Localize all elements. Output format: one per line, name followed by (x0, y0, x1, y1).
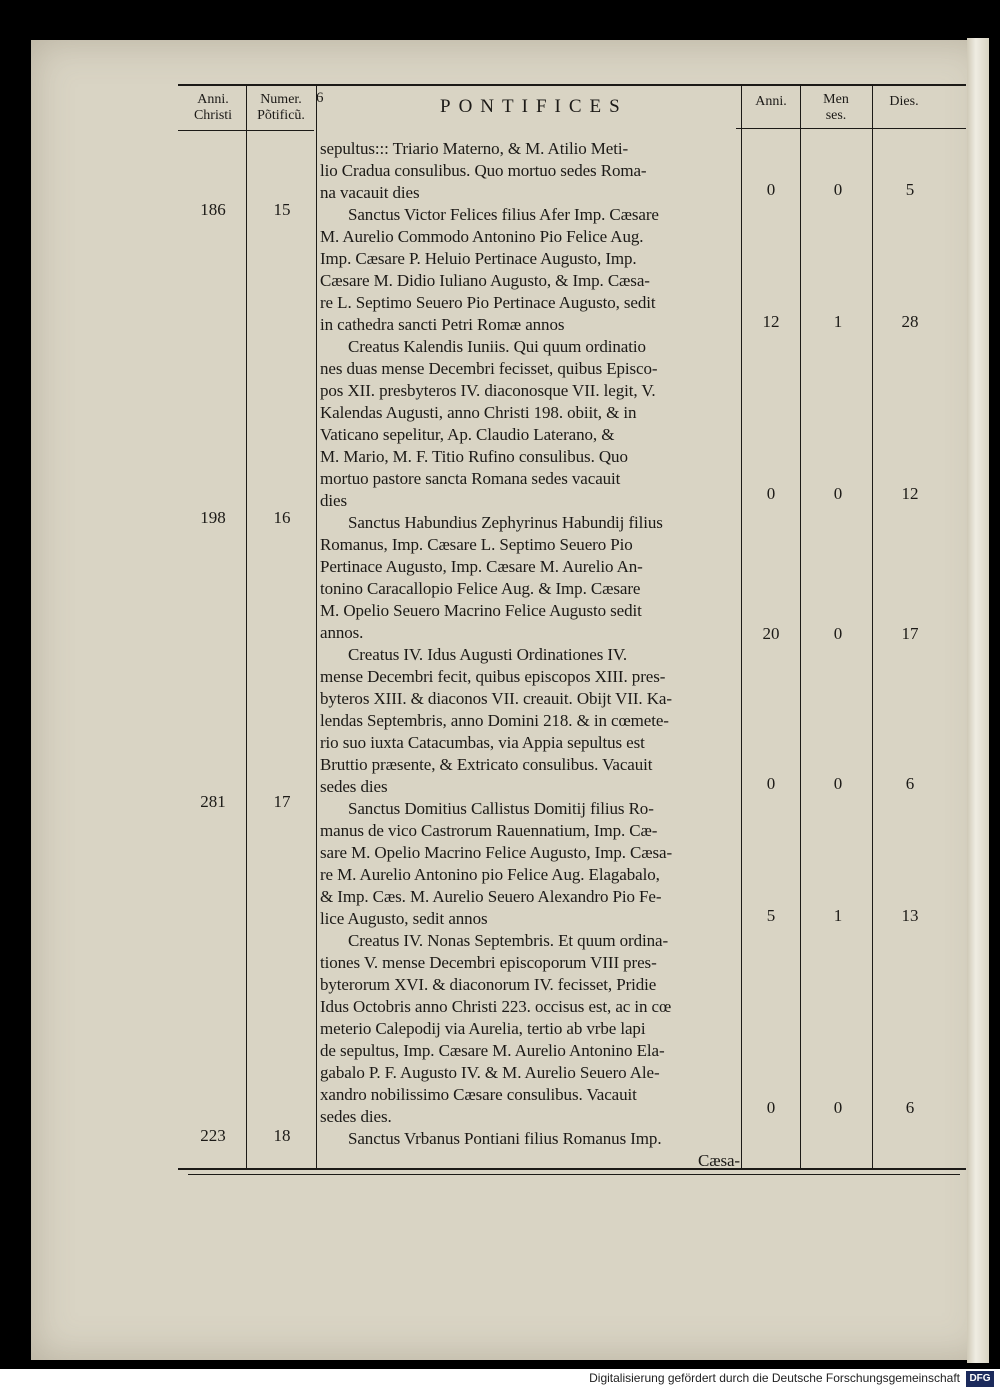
text-line: mense Decembri fecit, quibus episcopos XIII. pres- (320, 667, 666, 686)
header-numer-pontificum (248, 92, 314, 124)
text-line: Sanctus Habundius Zephyrinus Habundij filius (348, 513, 663, 532)
anno-christi-value: 186 (200, 200, 226, 219)
bottom-rule-thin (188, 1174, 960, 1175)
anni-value: 0 (766, 1098, 776, 1117)
dies-value: 28 (901, 312, 919, 331)
text-line: re M. Aurelio Antonino pio Felice Aug. Elagabalo, (320, 865, 660, 884)
text-line: na vacauit dies (320, 183, 420, 202)
text-line: pos XII. presbyteros IV. diaconosque VII. legit, V. (320, 381, 656, 400)
header-numer-line1: Numer. (260, 92, 302, 107)
page-title: PONTIFICES (440, 96, 628, 117)
header-anni-christi-line1: Anni. (197, 92, 229, 107)
header-anni: Anni. (755, 94, 787, 109)
footer-bar (0, 1369, 1000, 1391)
text-line: Creatus IV. Idus Augusti Ordinationes IV. (348, 645, 628, 664)
dies-value: 6 (905, 774, 915, 793)
text-line: Cæsa- (697, 1151, 740, 1170)
menses-value: 1 (833, 906, 843, 925)
text-line: lio Cradua consulibus. Quo mortuo sedes Roma- (320, 161, 647, 180)
anno-christi-value: 281 (200, 792, 226, 811)
dies-value: 13 (901, 906, 919, 925)
header-menses-line1: Men (823, 92, 849, 107)
header-menses (801, 92, 871, 124)
anni-value: 20 (762, 624, 780, 643)
menses-value: 0 (833, 1098, 843, 1117)
menses-value: 1 (833, 312, 843, 331)
pontifex-number-value: 18 (273, 1126, 291, 1145)
text-line: lice Augusto, sedit annos (320, 909, 488, 928)
header-anni-christi (182, 92, 244, 124)
anno-christi-value: 198 (200, 508, 226, 527)
header-dies: Dies. (889, 94, 919, 109)
text-line: mortuo pastore sancta Romana sedes vacauit (320, 469, 621, 488)
text-line: tiones V. mense Decembri episcoporum VIII pres- (320, 953, 657, 972)
text-line: Idus Octobris anno Christi 223. occisus est, ac in cœ (320, 997, 672, 1016)
text-line: Vaticano sepelitur, Ap. Claudio Laterano, & (320, 425, 615, 444)
dfg-logo: DFG (966, 1371, 994, 1387)
text-line: Romanus, Imp. Cæsare L. Septimo Seuero Pio (320, 535, 633, 554)
anno-christi-value: 223 (200, 1126, 226, 1145)
menses-value: 0 (833, 180, 843, 199)
text-line: manus de vico Castrorum Rauennatium, Imp. Cæ- (320, 821, 658, 840)
menses-value: 0 (833, 484, 843, 503)
text-line: Imp. Cæsare P. Heluio Pertinace Augusto, Imp. (320, 249, 637, 268)
page-binding-edge (967, 38, 989, 1363)
text-line: gabalo P. F. Augusto IV. & M. Aurelio Seuero Ale- (320, 1063, 660, 1082)
header-underline-right (736, 128, 966, 129)
dies-value: 12 (901, 484, 919, 503)
text-column (320, 0, 740, 1170)
text-line: Sanctus Domitius Callistus Domitij filius Ro- (348, 799, 654, 818)
text-line: & Imp. Cæs. M. Aurelio Seuero Alexandro Pio Fe- (320, 887, 662, 906)
footer-credit: Digitalisierung gefördert durch die Deutsche Forschungsgemeinschaft (589, 1371, 960, 1385)
text-line: Sanctus Vrbanus Pontiani filius Romanus Imp. (348, 1129, 662, 1148)
text-line: re L. Septimo Seuero Pio Pertinace Augusto, sedit (320, 293, 656, 312)
text-line: M. Opelio Seuero Macrino Felice Augusto sedit (320, 601, 642, 620)
text-line: M. Aurelio Commodo Antonino Pio Felice Aug. (320, 227, 644, 246)
text-line: rio suo iuxta Catacumbas, via Appia sepultus est (320, 733, 645, 752)
text-line: byterorum XVI. & diaconorum IV. fecisset, Pridie (320, 975, 657, 994)
text-line: Pertinace Augusto, Imp. Cæsare M. Aurelio An- (320, 557, 643, 576)
anni-value: 0 (766, 484, 776, 503)
dies-value: 6 (905, 1098, 915, 1117)
menses-value: 0 (833, 774, 843, 793)
dies-value: 5 (905, 180, 915, 199)
text-line: Sanctus Victor Felices filius Afer Imp. Cæsare (348, 205, 659, 224)
menses-value: 0 (833, 624, 843, 643)
text-line: Bruttio præsente, & Extricato consulibus. Vacauit (320, 755, 653, 774)
text-line: meterio Calepodij via Aurelia, tertio ab vrbe lapi (320, 1019, 646, 1038)
anni-value: 12 (762, 312, 780, 331)
text-line: sare M. Opelio Macrino Felice Augusto, Imp. Cæsa- (320, 843, 673, 862)
text-line: sepultus::: Triario Materno, & M. Atilio Meti- (320, 139, 629, 158)
text-line: sedes dies (320, 777, 388, 796)
page-number: 6 (316, 90, 324, 106)
pontifex-number-value: 16 (273, 508, 291, 527)
text-line: tonino Caracallopio Felice Aug. & Imp. Cæsare (320, 579, 641, 598)
column-divider-5 (872, 86, 873, 1170)
column-divider-1 (246, 86, 247, 1170)
text-line: annos. (320, 623, 364, 642)
text-line: sedes dies. (320, 1107, 392, 1126)
anni-value: 0 (766, 180, 776, 199)
text-line: nes duas mense Decembri fecisset, quibus Episco- (320, 359, 658, 378)
text-line: de sepultus, Imp. Cæsare M. Aurelio Antonino Ela- (320, 1041, 665, 1060)
text-line: Creatus IV. Nonas Septembris. Et quum ordina- (348, 931, 669, 950)
anni-value: 0 (766, 774, 776, 793)
pontifex-number-value: 15 (273, 200, 291, 219)
text-line: Kalendas Augusti, anno Christi 198. obiit, & in (320, 403, 637, 422)
dies-value: 17 (901, 624, 919, 643)
text-line: byteros XIII. & diaconos VII. creauit. Obijt VII. Ka- (320, 689, 672, 708)
text-line: M. Mario, M. F. Titio Rufino consulibus. Quo (320, 447, 628, 466)
text-line: Cæsare M. Didio Iuliano Augusto, & Imp. Cæsa- (320, 271, 650, 290)
header-menses-line2: ses. (825, 108, 847, 123)
anni-value: 5 (766, 906, 776, 925)
text-line: Creatus Kalendis Iuniis. Qui quum ordinatio (348, 337, 646, 356)
pontifex-number-value: 17 (273, 792, 291, 811)
text-line: dies (320, 491, 347, 510)
text-line: lendas Septembris, anno Domini 218. & in cœmete- (320, 711, 669, 730)
header-anni-christi-line2: Christi (193, 108, 233, 123)
header-numer-line2: Põtificũ. (257, 108, 305, 123)
text-line: xandro nobilissimo Cæsare consulibus. Vacauit (320, 1085, 637, 1104)
text-line: in cathedra sancti Petri Romæ annos (320, 315, 565, 334)
column-divider-2 (316, 86, 317, 1170)
